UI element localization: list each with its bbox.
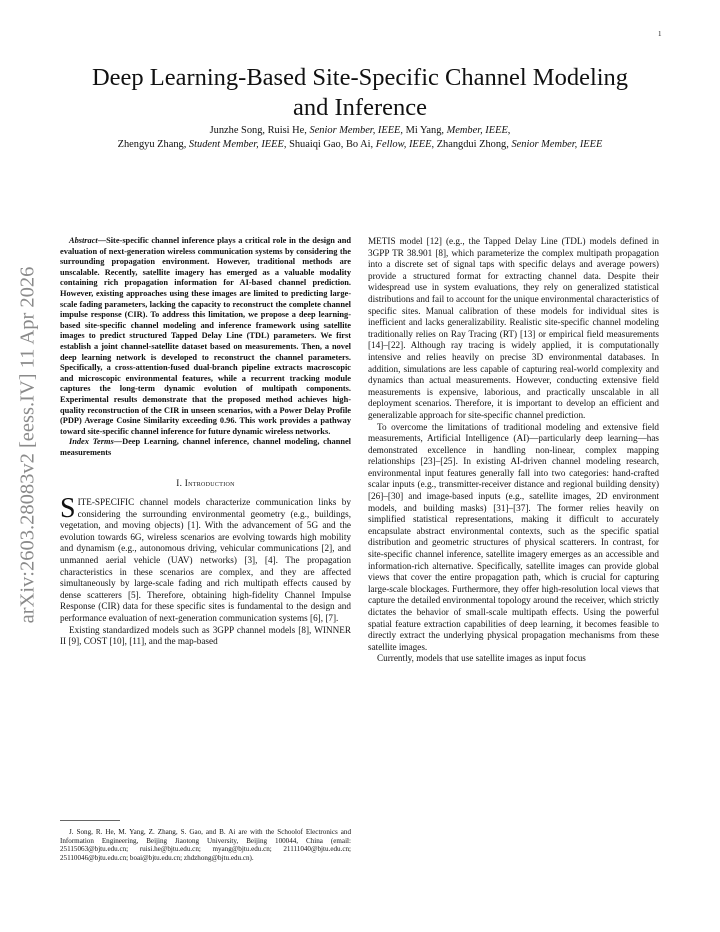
right-paragraph-2: To overcome the limitations of traditional modeling and extensive field measurements, Artificial Intelligence (AI)—particularly deep learning—has demonstrated excellence in handling non-linear, complex mapping relationships [23]–[25]. In existing AI-driven channel modeling research, environmental input features generally fall into two categories: hand-crafted scalar inputs (e.g., transmitter-receiver distance and regional building density) [26]–[30] and image-based inputs (e.g., satellite images, 2D environment models, and building masks) [31]–[37]. The former relies heavily on simplified statistical representations, making it difficult to accurately encapsulate abstract environmental contexts, such as the specific spatial distribution and geometric structures of physical scatterers. In contrast, for site-specific channel inference, satellite imagery emerges as an accessible and information-rich alternative. Specifically, satellite images can provide global views that cover the entire propagation path, which is crucial for capturing large-scale blockages. Furthermore, they offer high-resolution local views that capture the detailed environmental topology around the receiver, which strictly dictates the behavior of small-scale multipath effects. Using the powerful spatial feature extraction capabilities of deep learning, it becomes feasible to directly extract the underlying physical propagation mechanisms from these satellite images. <box>368 421 659 652</box>
intro-paragraph-1 <box>60 493 351 625</box>
paper-title: Deep Learning-Based Site-Specific Channel Modeling and Inference <box>91 64 629 121</box>
abstract <box>60 236 351 437</box>
affiliation-footnote: J. Song, R. He, M. Yang, Z. Zhang, S. Gao, and B. Ai are with the Schoolof Electronics and Information Engineering, Beijing Jiaotong University, Beijing 100044, China (email: 25115063@bjtu.edu.cn; ruisi.he@bjtu.edu.cn; myang@bjtu.edu.cn; 21111040@bjtu.edu.cn; 25110046@bjtu.edu.cn; boai@bjtu.edu.cn; zhdzhong@bjtu.edu.cn). <box>60 828 351 862</box>
author-role: Senior Member, IEEE <box>511 138 603 150</box>
author-role: Member, IEEE <box>446 125 508 136</box>
section-heading-introduction: I. Introduction <box>176 478 235 489</box>
author-name: Zhengyu Zhang <box>117 138 184 150</box>
arxiv-watermark <box>6 245 50 645</box>
left-column <box>60 236 351 648</box>
intro-p1-text: channel models characterize communication links by considering the surrounding environmental geometry (e.g., buildings, vegetation, and moving objects) [1]. With the advancement of 5G and the evolution towards 6G, wireless scenarios are evolving towards high mobility and dynamism (e.g., autonomous driving, vehicular communications [2], and unmanned aerial vehicle (UAV) networks) [3], [4]. The propagation characteristics in these scenarios are complex, and they are affected simultaneously by large-scale fading and rich multipath effects caused by dense scatterers [5]. Therefore, obtaining high-fidelity Channel Impulse Response (CIR) data for these specific sites is fundamental to the design and performance evaluation of next-generation communication systems [6], [7]. <box>60 497 351 623</box>
author-name: Shuaiqi Gao <box>289 138 341 150</box>
author-name: Junzhe Song <box>209 125 263 136</box>
author-role: Student Member, IEEE <box>188 138 284 150</box>
author-role: Fellow, IEEE <box>375 138 432 150</box>
right-paragraph-1: METIS model [12] (e.g., the Tapped Delay Line (TDL) models defined in 3GPP TR 38.901 [8], which parameterize the complex multipath propagation into a discrete set of signal taps with specific delays and average powers) provide a structured format for extracting channel data. Despite their widespread use in system evaluations, they rely on generalized statistical distributions and fail to account for the unique environmental characteristics of specific sites. Manual calibration of these models for individual sites is inefficient and lacks generalizability. Realistic site-specific channel modeling traditionally relies on Ray Tracing (RT) [13] or empirical field measurements [14]–[22]. Although ray tracing is widely applied, it is computationally intensive and relies heavily on precise 3D environmental databases. In addition, simulations are less capable of capturing real-world complexity and dynamics than actual measurements. However, conducting extensive field measurements is expensive, laborious, and practically unscalable in all deployment scenarios. Therefore, it is important to develop an efficient and generalizable approach for site-specific channel prediction. <box>368 236 659 420</box>
footnote-rule <box>60 820 120 821</box>
abstract-text: —Site-specific channel inference plays a critical role in the design and evaluation of next-generation wireless communication systems by considering the surrounding propagation environment. However, traditional methods are unscalable. Recently, satellite imagery has emerged as a valuable modality containing rich propagation information for AI-based channel prediction. However, existing approaches using these images are limited to predicting large-scale fading parameters, lacking the capacity to reconstruct the complete channel impulse response (CIR). To address this limitation, we propose a deep learning-based site-specific channel modeling and inference framework using satellite images to predict structured Tapped Delay Line (TDL) parameters. We first establish a joint channel-satellite dataset based on measurements. Then, a novel deep learning network is developed to reconstruct the channel parameters. Specifically, a cross-attention-fused dual-branch pipeline extracts macroscopic and microscopic environmental features, while a recurrent tracking module captures the long-term dynamic evolution of multipath components. Experimental results demonstrate that the proposed method achieves high-quality reconstruction of the CIR in unseen scenarios, with a Power Delay Profile (PDP) Average Cosine Similarity exceeding 0.96. This work provides a pathway toward site-specific channel inference for future dynamic wireless networks. <box>60 236 351 436</box>
page-number: 1 <box>658 30 662 38</box>
index-terms-label: Index Terms <box>69 437 114 447</box>
intro-lead-smallcaps: ITE-SPECIFIC <box>77 497 135 508</box>
author-name: Zhangdui Zhong <box>436 138 507 150</box>
right-paragraph-3: Currently, models that use satellite images as input focus <box>377 653 586 664</box>
author-list: Junzhe Song, Ruisi He, Senior Member, IEEE, Mi Yang, Member, IEEE, Zhengyu Zhang, Student Member, IEEE, Shuaiqi Gao, Bo Ai, Fellow, IEEE, Zhangdui Zhong, Senior Member, IEEE <box>117 125 603 150</box>
arxiv-id-text: arXiv:2603.28083v2 [eess.IV] 11 Apr 2026 <box>16 266 39 624</box>
intro-paragraph-2: Existing standardized models such as 3GPP channel models [8], WINNER II [9], COST [10], [11], and the map-based <box>60 624 351 647</box>
author-name: Mi Yang <box>405 125 442 136</box>
right-column <box>368 236 659 665</box>
author-role: Senior Member, IEEE <box>309 125 401 136</box>
index-terms <box>60 437 351 458</box>
author-name: Ruisi He <box>267 125 305 136</box>
index-terms-text: —Deep Learning, channel inference, channel modeling, channel measurements <box>60 437 351 457</box>
author-name: Bo Ai <box>345 138 371 150</box>
abstract-label: Abstract <box>69 236 98 245</box>
drop-cap: S <box>60 493 76 525</box>
